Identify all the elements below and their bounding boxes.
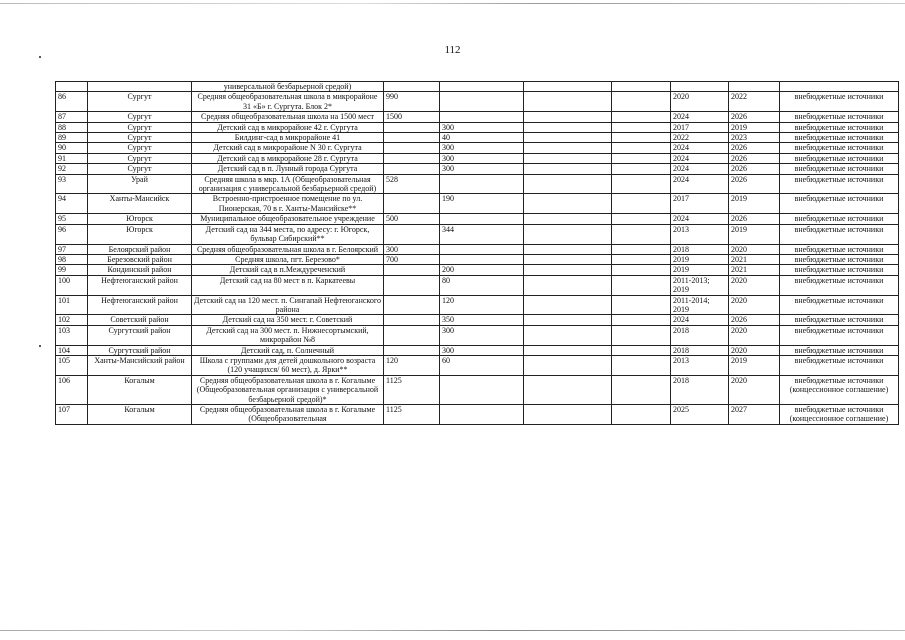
source-cell: внебюджетные источники (780, 164, 899, 174)
value-cell (524, 345, 612, 355)
object-cell: Детский сад на 80 мест в п. Каркатеевы (192, 275, 384, 295)
row-number: 95 (56, 214, 88, 224)
year-start-cell: 2017 (671, 194, 729, 214)
municipality-cell: Нефтеюганский район (88, 295, 192, 315)
year-start-cell: 2022 (671, 133, 729, 143)
year-start-cell: 2018 (671, 244, 729, 254)
table-row (56, 122, 899, 132)
table-row (56, 254, 899, 264)
value-cell (524, 143, 612, 153)
municipality-cell: Сургут (88, 143, 192, 153)
value-cell (524, 275, 612, 295)
year-end-cell: 2023 (729, 133, 780, 143)
year-start-cell: 2018 (671, 325, 729, 345)
object-cell: Средняя общеобразовательная школа в г. Когалыме (Общеобразовательная (192, 405, 384, 425)
municipality-cell: Когалым (88, 405, 192, 425)
value-cell (384, 143, 440, 153)
value-cell (384, 82, 440, 92)
year-end-cell: 2021 (729, 254, 780, 264)
source-cell (780, 82, 899, 92)
object-cell: Детский сад в п.Междуреченский (192, 265, 384, 275)
year-start-cell: 2017 (671, 122, 729, 132)
table-row (56, 164, 899, 174)
municipality-cell: Советский район (88, 315, 192, 325)
table-row (56, 315, 899, 325)
source-cell: внебюджетные источники (780, 214, 899, 224)
table-row (56, 174, 899, 194)
object-cell: универсальной безбарьерной средой) (192, 82, 384, 92)
source-cell: внебюджетные источники (концессионное соглашение) (780, 405, 899, 425)
year-end-cell: 2019 (729, 224, 780, 244)
value-cell (440, 405, 524, 425)
object-cell: Муниципальное общеобразовательное учреждение (192, 214, 384, 224)
value-cell (384, 122, 440, 132)
year-start-cell: 2024 (671, 174, 729, 194)
scan-speck (39, 345, 41, 347)
row-number: 102 (56, 315, 88, 325)
value-cell: 500 (384, 214, 440, 224)
value-cell (384, 164, 440, 174)
municipality-cell: Сургутский район (88, 345, 192, 355)
year-start-cell: 2020 (671, 92, 729, 112)
value-cell (612, 133, 671, 143)
municipality-cell: Урай (88, 174, 192, 194)
object-cell: Детский сад в микрорайоне N 30 г. Сургута (192, 143, 384, 153)
source-cell: внебюджетные источники (780, 265, 899, 275)
year-start-cell: 2011-2014; 2019 (671, 295, 729, 315)
object-cell: Детский сад в микрорайоне 42 г. Сургута (192, 122, 384, 132)
value-cell (612, 112, 671, 122)
value-cell (524, 405, 612, 425)
value-cell (524, 194, 612, 214)
table-row (56, 224, 899, 244)
municipality-cell (88, 82, 192, 92)
row-number: 106 (56, 375, 88, 404)
row-number: 93 (56, 174, 88, 194)
year-end-cell: 2020 (729, 275, 780, 295)
value-cell (524, 133, 612, 143)
value-cell (440, 214, 524, 224)
year-end-cell: 2026 (729, 112, 780, 122)
year-end-cell: 2020 (729, 325, 780, 345)
source-cell: внебюджетные источники (780, 92, 899, 112)
value-cell: 190 (440, 194, 524, 214)
table-row (56, 375, 899, 404)
municipality-cell: Когалым (88, 375, 192, 404)
value-cell (440, 112, 524, 122)
municipality-cell: Сургутский район (88, 325, 192, 345)
value-cell (384, 315, 440, 325)
value-cell (384, 295, 440, 315)
year-start-cell: 2018 (671, 345, 729, 355)
value-cell (612, 194, 671, 214)
value-cell (524, 244, 612, 254)
value-cell: 1125 (384, 375, 440, 404)
value-cell (524, 295, 612, 315)
municipality-cell: Сургут (88, 133, 192, 143)
year-start-cell (671, 82, 729, 92)
table-row (56, 82, 899, 92)
year-end-cell: 2026 (729, 143, 780, 153)
table-row (56, 345, 899, 355)
row-number: 94 (56, 194, 88, 214)
year-end-cell: 2026 (729, 315, 780, 325)
value-cell: 80 (440, 275, 524, 295)
value-cell (440, 82, 524, 92)
source-cell: внебюджетные источники (780, 224, 899, 244)
row-number: 103 (56, 325, 88, 345)
row-number: 91 (56, 153, 88, 163)
value-cell: 1125 (384, 405, 440, 425)
year-start-cell: 2024 (671, 143, 729, 153)
value-cell (612, 143, 671, 153)
table-row (56, 355, 899, 375)
value-cell: 300 (440, 325, 524, 345)
value-cell: 350 (440, 315, 524, 325)
row-number: 97 (56, 244, 88, 254)
object-cell: Средняя общеобразовательная школа на 1500 мест (192, 112, 384, 122)
year-end-cell: 2019 (729, 194, 780, 214)
value-cell: 60 (440, 355, 524, 375)
year-end-cell: 2026 (729, 164, 780, 174)
value-cell (524, 224, 612, 244)
source-cell: внебюджетные источники (780, 254, 899, 264)
source-cell: внебюджетные источники (780, 275, 899, 295)
value-cell: 300 (440, 345, 524, 355)
value-cell: 40 (440, 133, 524, 143)
value-cell (440, 375, 524, 404)
row-number: 101 (56, 295, 88, 315)
value-cell (612, 244, 671, 254)
table-row (56, 194, 899, 214)
year-start-cell: 2024 (671, 112, 729, 122)
value-cell (612, 355, 671, 375)
value-cell (612, 214, 671, 224)
table-row (56, 265, 899, 275)
value-cell: 1500 (384, 112, 440, 122)
table-row (56, 295, 899, 315)
value-cell: 528 (384, 174, 440, 194)
value-cell (524, 112, 612, 122)
year-end-cell: 2021 (729, 265, 780, 275)
value-cell: 300 (440, 153, 524, 163)
row-number: 99 (56, 265, 88, 275)
value-cell (524, 355, 612, 375)
source-cell: внебюджетные источники (780, 133, 899, 143)
row-number: 96 (56, 224, 88, 244)
value-cell (384, 325, 440, 345)
year-end-cell: 2019 (729, 122, 780, 132)
table-row (56, 143, 899, 153)
value-cell (612, 254, 671, 264)
year-end-cell: 2026 (729, 214, 780, 224)
municipality-cell: Березовский район (88, 254, 192, 264)
page-number: 112 (444, 44, 461, 56)
value-cell (612, 122, 671, 132)
table-row (56, 214, 899, 224)
year-start-cell: 2019 (671, 265, 729, 275)
value-cell (612, 92, 671, 112)
object-cell: Детский сад в микрорайоне 28 г. Сургута (192, 153, 384, 163)
source-cell: внебюджетные источники (780, 174, 899, 194)
object-cell: Билдинг-сад в микрорайоне 41 (192, 133, 384, 143)
year-start-cell: 2013 (671, 224, 729, 244)
value-cell (612, 295, 671, 315)
year-end-cell (729, 82, 780, 92)
row-number (56, 82, 88, 92)
value-cell (384, 265, 440, 275)
value-cell (524, 325, 612, 345)
value-cell (524, 174, 612, 194)
year-start-cell: 2024 (671, 164, 729, 174)
source-cell: внебюджетные источники (780, 143, 899, 153)
source-cell: внебюджетные источники (780, 355, 899, 375)
value-cell (524, 164, 612, 174)
value-cell (440, 254, 524, 264)
object-cell: Детский сад на 300 мест. п. Нижнесортымский, микрорайон №8 (192, 325, 384, 345)
row-number: 90 (56, 143, 88, 153)
year-end-cell: 2027 (729, 405, 780, 425)
object-cell: Школа с группами для детей дошкольного возраста (120 учащихся/ 60 мест), д. Ярки** (192, 355, 384, 375)
object-cell: Средняя общеобразовательная школа в микрорайоне 31 «Б» г. Сургута. Блок 2* (192, 92, 384, 112)
table-row (56, 325, 899, 345)
row-number: 88 (56, 122, 88, 132)
value-cell: 344 (440, 224, 524, 244)
value-cell (384, 194, 440, 214)
value-cell (524, 92, 612, 112)
value-cell: 300 (440, 143, 524, 153)
value-cell (612, 375, 671, 404)
source-cell: внебюджетные источники (концессионное соглашение) (780, 375, 899, 404)
year-start-cell: 2018 (671, 375, 729, 404)
municipality-cell: Ханты-Мансийск (88, 194, 192, 214)
value-cell (524, 122, 612, 132)
value-cell (384, 224, 440, 244)
table-body (56, 82, 899, 425)
object-cell: Детский сад на 120 мест. п. Сингапай Нефтеюганского района (192, 295, 384, 315)
value-cell: 700 (384, 254, 440, 264)
row-number: 105 (56, 355, 88, 375)
value-cell (612, 405, 671, 425)
row-number: 89 (56, 133, 88, 143)
object-cell: Средняя школа в мкр. 1А (Общеобразовательная организация с универсальной безбарьерной средой) (192, 174, 384, 194)
row-number: 107 (56, 405, 88, 425)
table-row (56, 275, 899, 295)
source-cell: внебюджетные источники (780, 153, 899, 163)
year-start-cell: 2024 (671, 315, 729, 325)
value-cell (612, 174, 671, 194)
year-start-cell: 2024 (671, 153, 729, 163)
value-cell (440, 92, 524, 112)
municipality-cell: Сургут (88, 112, 192, 122)
municipality-cell: Кондинский район (88, 265, 192, 275)
municipality-cell: Сургут (88, 122, 192, 132)
table-row (56, 244, 899, 254)
value-cell (384, 133, 440, 143)
value-cell (612, 265, 671, 275)
value-cell (612, 345, 671, 355)
value-cell (612, 315, 671, 325)
municipality-cell: Югорск (88, 214, 192, 224)
value-cell: 200 (440, 265, 524, 275)
value-cell: 990 (384, 92, 440, 112)
value-cell (524, 315, 612, 325)
year-end-cell: 2020 (729, 375, 780, 404)
object-cell: Средняя школа, пгт. Березово* (192, 254, 384, 264)
municipality-cell: Сургут (88, 92, 192, 112)
table-row (56, 133, 899, 143)
source-cell: внебюджетные источники (780, 295, 899, 315)
table-row (56, 405, 899, 425)
table-row (56, 153, 899, 163)
value-cell (524, 82, 612, 92)
value-cell (612, 82, 671, 92)
value-cell (612, 164, 671, 174)
source-cell: внебюджетные источники (780, 112, 899, 122)
year-start-cell: 2025 (671, 405, 729, 425)
row-number: 98 (56, 254, 88, 264)
value-cell (440, 174, 524, 194)
row-number: 104 (56, 345, 88, 355)
value-cell (612, 325, 671, 345)
year-start-cell: 2019 (671, 254, 729, 264)
source-cell: внебюджетные источники (780, 122, 899, 132)
value-cell (612, 153, 671, 163)
year-end-cell: 2026 (729, 174, 780, 194)
year-start-cell: 2024 (671, 214, 729, 224)
object-cell: Детский сад на 350 мест. г. Советский (192, 315, 384, 325)
year-start-cell: 2011-2013; 2019 (671, 275, 729, 295)
object-cell: Детский сад в п. Лунный города Сургута (192, 164, 384, 174)
source-cell: внебюджетные источники (780, 325, 899, 345)
table-row (56, 92, 899, 112)
source-cell: внебюджетные источники (780, 345, 899, 355)
object-cell: Средняя общеобразовательная школа в г. Белоярский (192, 244, 384, 254)
object-cell: Средняя общеобразовательная школа в г. Когалыме (Общеобразовательная организация с универсальной безбарьерной средой)* (192, 375, 384, 404)
year-end-cell: 2020 (729, 295, 780, 315)
municipality-cell: Белоярский район (88, 244, 192, 254)
municipality-cell: Югорск (88, 224, 192, 244)
value-cell (524, 214, 612, 224)
year-start-cell: 2013 (671, 355, 729, 375)
value-cell (524, 375, 612, 404)
scan-edge-bottom (0, 630, 905, 631)
value-cell (440, 244, 524, 254)
scan-edge-top (0, 3, 905, 4)
year-end-cell: 2022 (729, 92, 780, 112)
value-cell (384, 275, 440, 295)
object-cell: Детский сад, п. Солнечный (192, 345, 384, 355)
object-cell: Встроенно-пристроенное помещение по ул. Пионерская, 70 в г. Ханты-Мансийске** (192, 194, 384, 214)
object-cell: Детский сад на 344 места, по адресу: г. Югорск, бульвар Сибирский** (192, 224, 384, 244)
municipality-cell: Ханты-Мансийский район (88, 355, 192, 375)
value-cell (384, 153, 440, 163)
row-number: 100 (56, 275, 88, 295)
municipality-cell: Сургут (88, 153, 192, 163)
value-cell (384, 345, 440, 355)
scan-speck (39, 56, 41, 58)
source-cell: внебюджетные источники (780, 315, 899, 325)
value-cell (524, 153, 612, 163)
municipality-cell: Сургут (88, 164, 192, 174)
source-cell: внебюджетные источники (780, 194, 899, 214)
value-cell (524, 254, 612, 264)
value-cell (524, 265, 612, 275)
table-row (56, 112, 899, 122)
value-cell: 120 (440, 295, 524, 315)
value-cell (612, 224, 671, 244)
value-cell: 300 (384, 244, 440, 254)
municipality-cell: Нефтеюганский район (88, 275, 192, 295)
year-end-cell: 2026 (729, 153, 780, 163)
value-cell (612, 275, 671, 295)
year-end-cell: 2020 (729, 244, 780, 254)
document-table (55, 81, 899, 425)
year-end-cell: 2020 (729, 345, 780, 355)
value-cell: 300 (440, 122, 524, 132)
row-number: 86 (56, 92, 88, 112)
value-cell: 120 (384, 355, 440, 375)
value-cell: 300 (440, 164, 524, 174)
source-cell: внебюджетные источники (780, 244, 899, 254)
year-end-cell: 2019 (729, 355, 780, 375)
row-number: 92 (56, 164, 88, 174)
row-number: 87 (56, 112, 88, 122)
